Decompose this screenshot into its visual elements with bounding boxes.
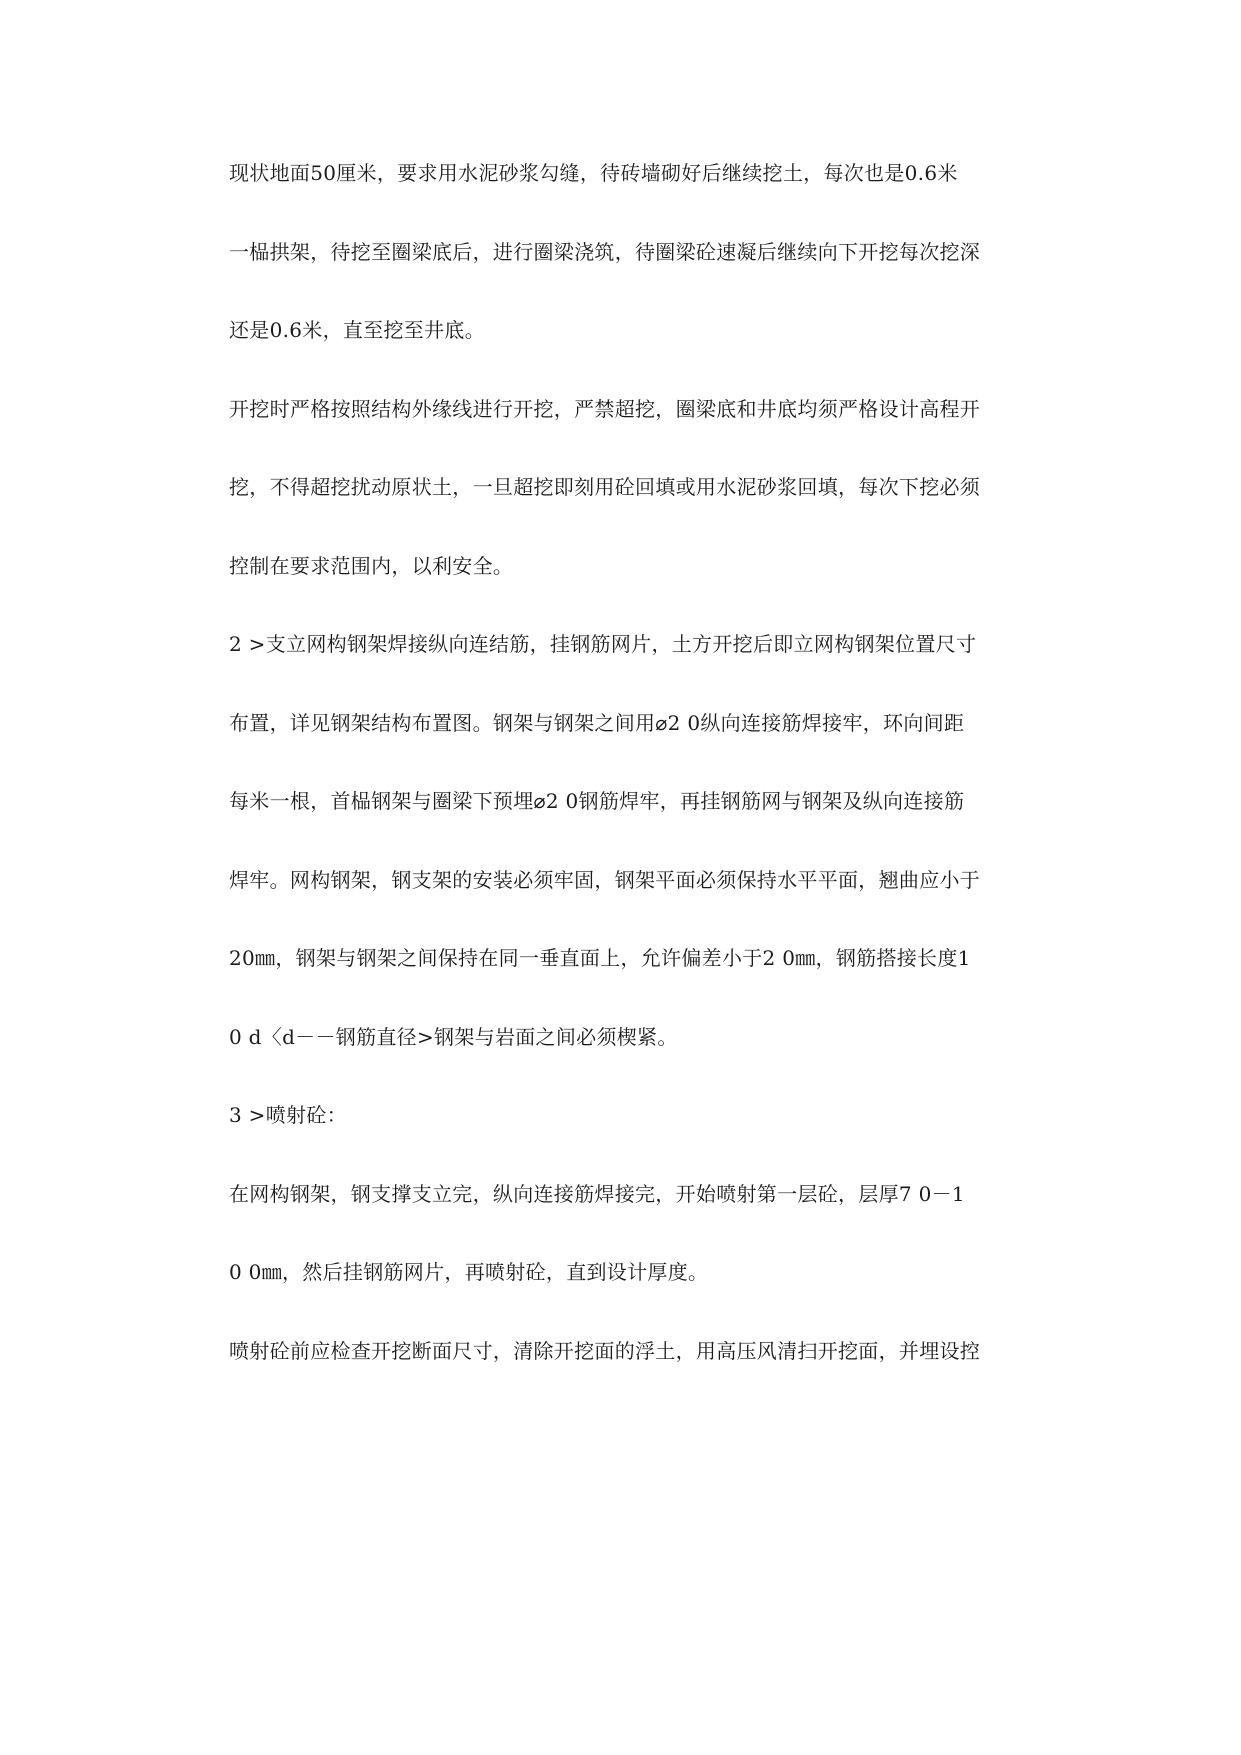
text-line: 0 d〈d－－钢筋直径>钢架与岩面之间必须楔紧。	[229, 1025, 678, 1049]
text-line: 开挖时严格按照结构外缘线进行开挖，严禁超挖，圈梁底和井底均须严格设计高程开	[229, 397, 981, 421]
text-line: 挖，不得超挖扰动原状土，一旦超挖即刻用砼回填或用水泥砂浆回填，每次下挖必须	[229, 475, 981, 499]
text-line: 焊牢。网构钢架，钢支架的安装必须牢固，钢架平面必须保持水平平面，翘曲应小于	[229, 868, 981, 892]
text-line: 0 0㎜，然后挂钢筋网片，再喷射砼，直到设计厚度。	[229, 1260, 709, 1284]
text-line: 控制在要求范围内，以利安全。	[229, 554, 514, 578]
text-line: 3 >喷射砼：	[229, 1103, 347, 1127]
text-line: 现状地面50厘米，要求用水泥砂浆勾缝，待砖墙砌好后继续挖土，每次也是0.6米	[229, 161, 958, 185]
text-line: 2 >支立网构钢架焊接纵向连结筋，挂钢筋网片，土方开挖后即立网构钢架位置尺寸	[229, 632, 977, 656]
text-line: 还是0.6米，直至挖至井底。	[229, 318, 486, 342]
text-line: 20㎜，钢架与钢架之间保持在同一垂直面上，允许偏差小于2 0㎜，钢筋搭接长度1	[229, 946, 971, 970]
text-line: 一榀拱架，待挖至圈梁底后，进行圈梁浇筑，待圈梁砼速凝后继续向下开挖每次挖深	[229, 240, 981, 264]
text-line: 在网构钢架，钢支撑支立完，纵向连接筋焊接完，开始喷射第一层砼，层厚7 0－1	[229, 1182, 965, 1206]
text-line: 布置，详见钢架结构布置图。钢架与钢架之间用⌀2 0纵向连接筋焊接牢，环向间距	[229, 711, 965, 735]
text-line: 每米一根，首榀钢架与圈梁下预埋⌀2 0钢筋焊牢，再挂钢筋网与钢架及纵向连接筋	[229, 789, 965, 813]
text-line: 喷射砼前应检查开挖断面尺寸，清除开挖面的浮土，用高压风清扫开挖面，并埋设控	[229, 1339, 981, 1363]
